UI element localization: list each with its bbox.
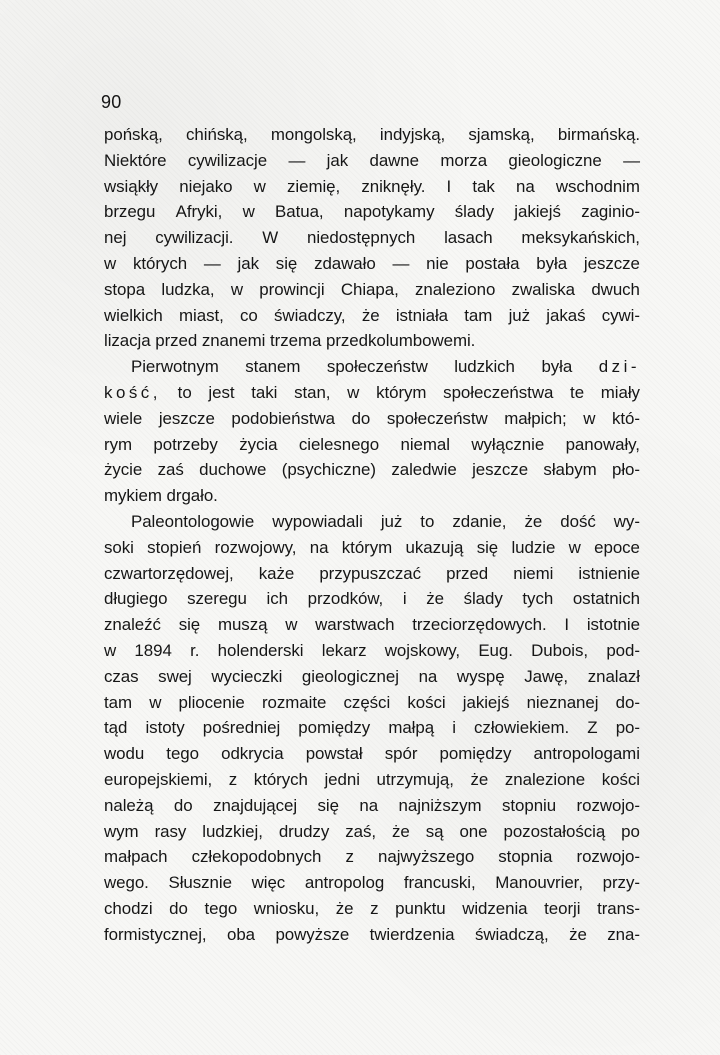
word: chodzi [104,898,153,918]
word: człekopodobnych [191,847,322,867]
word: których [132,253,188,273]
word: spór [384,744,418,764]
word: twierdzenia [369,924,455,944]
word: Niektóre [104,150,167,170]
text-line [104,225,640,251]
word: oba [226,924,256,944]
word: miast, [179,305,224,325]
word: w [583,408,596,428]
word: Eug. [478,640,513,660]
text-line [104,483,640,509]
text-line [104,715,640,741]
word: — [203,253,221,273]
word: niemi [513,563,554,583]
word: była [536,253,568,273]
word: zaś [157,460,184,480]
emphasized-word: dzi- [598,357,640,377]
word: po [621,821,640,841]
word: Dubois, [531,640,589,660]
word: zaledwie [391,460,457,480]
word: przed [446,563,489,583]
word: małpach [104,847,168,867]
word: powyższe [275,924,350,944]
word: miały [600,382,640,402]
word: jest [208,382,235,402]
word: r. [190,640,200,660]
word: napotykamy [343,202,435,222]
text-line [104,741,640,767]
word: jak [237,253,259,273]
word: istniała [395,305,449,325]
word: w [253,176,266,196]
word: należą [104,795,154,815]
word: zaginio- [581,202,640,222]
word: cielesnego [298,434,380,454]
word: wiele [104,408,143,428]
word: epoce [594,537,640,557]
word: panowały, [565,434,640,454]
word: Słusznie [168,873,232,893]
word: społeczeństw [326,357,428,377]
word: każe [258,563,295,583]
word: — [288,150,306,170]
text-line [104,277,640,303]
word: znalezione [504,769,586,789]
word: że [391,821,410,841]
word: na [515,176,535,196]
word: wsiąkły [104,176,159,196]
word: w [104,640,117,660]
word: w [285,615,298,635]
word: to [177,382,192,402]
word: lekarz [321,640,367,660]
word: w [104,253,117,273]
word: wojskowy, [384,640,461,660]
text-line [104,896,640,922]
word: jakiejś [462,692,510,712]
word: społeczeństwa [443,382,554,402]
word: rozwojo- [576,847,640,867]
word: teorji [544,898,581,918]
text-line [104,690,640,716]
word: po- [615,718,640,738]
word: pomiędzy [439,744,512,764]
word: więc [251,873,286,893]
text-line [104,432,640,458]
word: tam [464,305,493,325]
word: holenderski [217,640,304,660]
word: W [262,228,279,248]
word: I [446,176,452,196]
word: przodków, [307,589,384,609]
word: sjamską, [468,125,535,144]
word: warstwach [315,615,395,635]
word: niejako [179,176,233,196]
word: Z [587,718,598,738]
word: potrzeby [153,434,218,454]
word: ślady [463,589,503,609]
word: kości [601,769,640,789]
word: jakiejś [514,202,561,222]
word: dwuch [591,279,640,299]
text-line [104,819,640,845]
word: do [169,898,188,918]
word: Pierwotnym [131,357,219,377]
word: 1894 [134,640,172,660]
word: ludzka, [161,279,215,299]
word: jedni [324,769,360,789]
text-line [104,328,640,354]
word: w [242,202,255,222]
word: istoty [145,718,185,738]
word: do [173,795,193,815]
word: społeczeństw [386,408,488,428]
word: rym [104,434,132,454]
word: kości [407,692,446,712]
text-line [104,535,640,561]
word: dość [560,511,596,531]
word: przy- [602,873,640,893]
word: się [275,253,298,273]
word: — [623,150,640,170]
word: Manouvrier, [495,873,583,893]
word: niedostępnych [306,228,416,248]
word: taki [251,382,278,402]
word: muszą [217,615,268,635]
word: z [370,898,379,918]
word: do- [615,692,640,712]
word: są [425,821,444,841]
word: w [149,692,162,712]
word: na [359,795,379,815]
text-line [104,199,640,225]
word: stopnia [498,847,553,867]
word: lasach [444,228,493,248]
word: świadczy, [274,305,346,325]
word: wniosku, [253,898,320,918]
word: brzegu [104,202,156,222]
word: lizacja przed znanemi trzema przedkolumbowemi. [104,331,476,351]
word: czwartorzędowej, [104,563,234,583]
word: te [570,382,585,402]
word: się [178,615,201,635]
word: ich [266,589,288,609]
word: meksykańskich, [521,228,640,248]
word: pod- [606,640,640,660]
word: się [476,537,499,557]
word: cywilizacje [187,150,268,170]
word: cywilizacji. [155,228,234,248]
word: gieologiczne [508,150,602,170]
word: małpich; [504,408,567,428]
word: tych [522,589,554,609]
word: zwaliska [511,279,576,299]
word: rozmaite [261,692,327,712]
word: soki [104,537,134,557]
word: znajdującej [213,795,298,815]
word: postała [465,253,520,273]
word: wym [104,821,139,841]
word: pośredniej [202,718,281,738]
word: stopień [147,537,202,557]
word: małpą [388,718,435,738]
word: że [569,924,587,944]
text-line [104,586,640,612]
word: z [345,847,354,867]
word: przypuszczać [319,563,422,583]
word: ostatnich [572,589,640,609]
word: francuski, [403,873,476,893]
word: Paleontologowie [131,511,255,531]
word: rozwojowy, [214,537,297,557]
word: jeszcze [472,460,529,480]
word: drudzy [278,821,330,841]
word: duchowe [199,460,267,480]
word: i [452,718,456,738]
word: którym [376,382,427,402]
word: one [459,821,488,841]
word: mykiem drgało. [104,486,218,506]
text-line [104,354,640,380]
word: ludzkich [454,357,515,377]
word: ślady [454,202,494,222]
emphasized-word: kość, [104,382,161,402]
text-line [104,612,640,638]
word: Afryki, [175,202,223,222]
word: znalazł [587,666,640,686]
word: części [343,692,391,712]
word: nieznanej [526,692,599,712]
word: podobieństwa [231,408,335,428]
text-line [104,380,640,406]
text-line [104,844,640,870]
word: jakaś [546,305,586,325]
word: wypowiadali [272,511,363,531]
word: punktu [395,898,446,918]
text-line [104,793,640,819]
word: antropologami [533,744,640,764]
word: powstał [305,744,363,764]
text-line [104,303,640,329]
word: widzenia [462,898,528,918]
word: jak [326,150,349,170]
word: tego [166,744,199,764]
word: Batua, [275,202,324,222]
text-line [104,870,640,896]
word: jeszcze [158,408,215,428]
word: na [418,666,438,686]
word: że [361,305,380,325]
word: tam [104,692,133,712]
text-line [104,122,640,148]
word: (psychiczne) [281,460,376,480]
word: się [317,795,339,815]
word: któ- [611,408,640,428]
word: ludzkiej, [202,821,263,841]
word: zna- [607,924,640,944]
word: długiego [104,589,168,609]
word: trans- [597,898,640,918]
word: wschodnim [555,176,640,196]
word: mongolską, [270,125,357,144]
word: wodu [104,744,145,764]
word: człowiekiem. [474,718,570,738]
word: prowincji [259,279,325,299]
word: odkrycia [221,744,284,764]
word: chińską, [186,125,248,144]
word: zdawało [314,253,376,273]
word: którym [341,537,393,557]
word: już [380,511,403,531]
word: i [402,589,407,609]
word: cywi- [601,305,640,325]
word: nej [104,228,127,248]
word: świadczą, [474,924,549,944]
word: ukazują [405,537,464,557]
word: istotnie [586,615,640,635]
word: czas [104,666,139,686]
word: szeregu [187,589,247,609]
text-line [104,561,640,587]
word: pomiędzy [298,718,371,738]
page-number: 90 [101,92,122,112]
text-line [104,509,640,535]
word: istnienie [578,563,640,583]
word: zdanie, [452,511,507,531]
word: na [309,537,329,557]
word: utrzymują, [376,769,454,789]
word: w [568,537,581,557]
word: wy- [613,511,640,531]
body-text [104,122,640,948]
word: tego [204,898,238,918]
word: pliocenie [178,692,245,712]
word: życia [239,434,278,454]
word: pońską, [104,125,163,144]
word: dawne [369,150,419,170]
word: morza [440,150,488,170]
word: w [230,279,243,299]
text-line [104,638,640,664]
word: pło- [612,460,640,480]
word: najwyższego [378,847,475,867]
word: wycieczki [211,666,283,686]
text-line [104,174,640,200]
word: do [351,408,371,428]
word: niemal [400,434,450,454]
word: życie [104,460,143,480]
text-line [104,922,640,948]
word: stan, [294,382,331,402]
word: że [470,769,489,789]
word: że [524,511,543,531]
word: których [253,769,308,789]
word: rasy [154,821,187,841]
word: europejskiemi, [104,769,213,789]
text-line [104,664,640,690]
word: tąd [104,718,128,738]
word: Jawę, [524,666,569,686]
word: zaś, [345,821,376,841]
word: wielkich [104,305,163,325]
word: stanem [245,357,301,377]
word: że [335,898,354,918]
word: stopa [104,279,146,299]
word: ludzie [511,537,556,557]
word: już [508,305,531,325]
word: indyjską, [379,125,446,144]
word: to [420,511,435,531]
word: antropolog [304,873,385,893]
word: swej [158,666,192,686]
text-line [104,767,640,793]
word: stopniu [501,795,557,815]
word: zniknęły. [361,176,426,196]
word: słabym [543,460,597,480]
word: pozostałością [503,821,606,841]
text-line [104,251,640,277]
word: co [240,305,258,325]
word: z [228,769,238,789]
word: tak [472,176,495,196]
word: wyłącznie [471,434,545,454]
word: wego. [104,873,149,893]
word: birmańską. [557,125,640,144]
text-line [104,406,640,432]
word: ziemię, [287,176,341,196]
word: znaleziono [415,279,496,299]
word: była [541,357,573,377]
word: trzeciorzędowych. [412,615,547,635]
word: Chiapa, [340,279,399,299]
word: rozwojo- [576,795,640,815]
word: najniższym [398,795,482,815]
word: — [392,253,410,273]
word: I [564,615,570,635]
word: że [426,589,444,609]
word: wyspę [456,666,505,686]
word: w [347,382,360,402]
word: nie [426,253,449,273]
text-line [104,457,640,483]
word: jeszcze [583,253,640,273]
word: znaleźć [104,615,161,635]
word: formistycznej, [104,924,207,944]
word: gieologicznej [301,666,399,686]
text-line [104,148,640,174]
